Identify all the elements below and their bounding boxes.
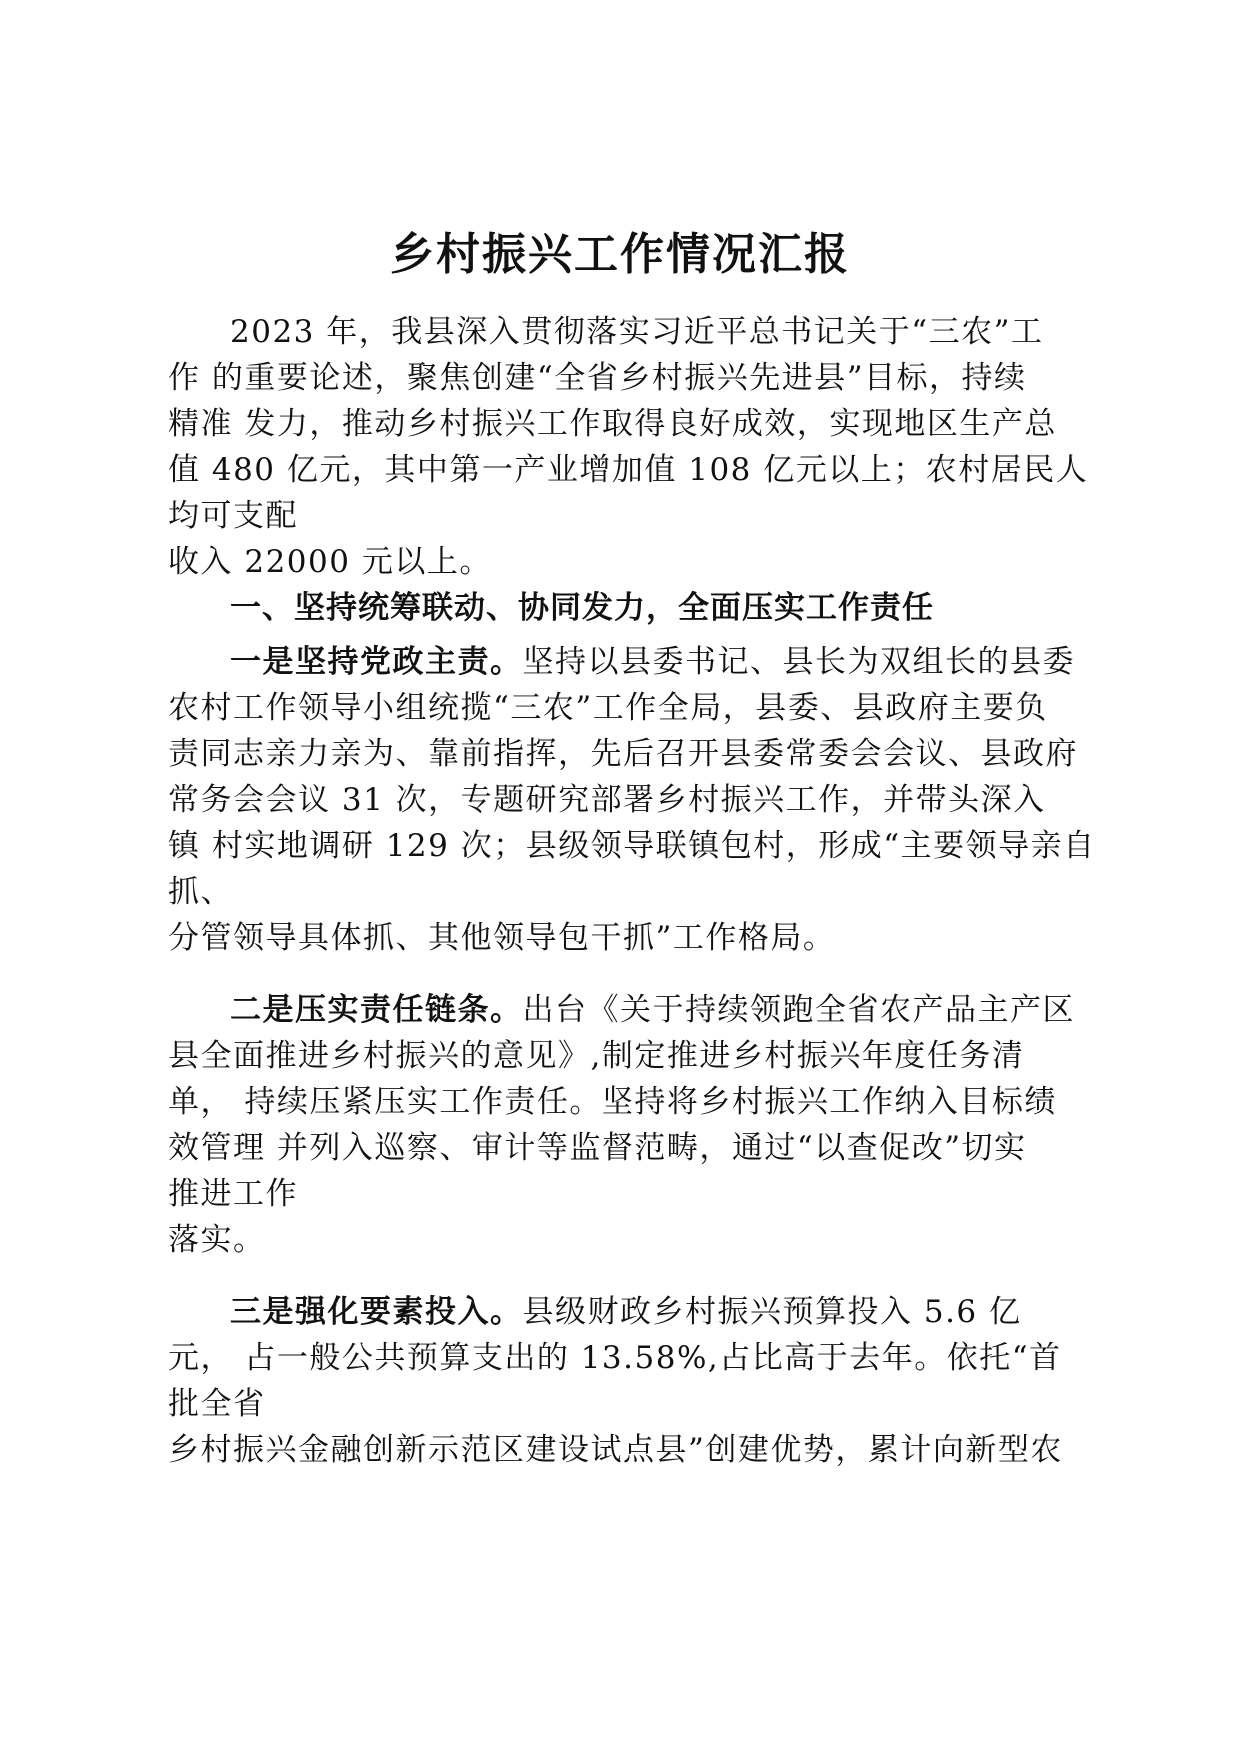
paragraph-line [230, 1292, 1022, 1332]
paragraph-line: 推进工作 [168, 1176, 298, 1212]
section-heading: 一、坚持统筹联动、协同发力，全面压实工作责任 [230, 590, 934, 626]
paragraph-text: 坚持以县委书记、县长为双组长的县委 [522, 644, 1075, 680]
paragraph-line: 农村工作领导小组统揽“三农”工作全局，县委、县政府主要负 [168, 690, 1048, 726]
paragraph-line: 镇 村实地调研 129 次；县级领导联镇包村，形成“主要领导亲自 [168, 828, 1096, 864]
paragraph-line: 乡村振兴金融创新示范区建设试点县”创建优势，累计向新型农 [168, 1432, 1063, 1468]
paragraph-lead: 三是强化要素投入。 [230, 1294, 523, 1330]
paragraph-line: 抓、 [168, 874, 233, 910]
paragraph-line: 县全面推进乡村振兴的意见》,制定推进乡村振兴年度任务清 [168, 1038, 1025, 1074]
intro-line: 精准 发力，推动乡村振兴工作取得良好成效，实现地区生产总 [168, 406, 1057, 442]
intro-line: 作 的重要论述，聚焦创建“全省乡村振兴先进县”目标，持续 [168, 360, 1027, 396]
paragraph-line [230, 990, 1075, 1030]
intro-line: 2023 年，我县深入贯彻落实习近平总书记关于“三农”工 [230, 314, 1044, 350]
paragraph-line: 常务会会议 31 次，专题研究部署乡村振兴工作，并带头深入 [168, 782, 1046, 818]
paragraph-line: 元， 占一般公共预算支出的 13.58%,占比高于去年。依托“首 [168, 1340, 1062, 1376]
paragraph-line: 责同志亲力亲为、靠前指挥，先后召开县委常委会会议、县政府 [168, 736, 1078, 772]
paragraph-lead: 一是坚持党政主责。 [230, 644, 523, 680]
intro-line: 收入 22000 元以上。 [168, 544, 492, 580]
paragraph-text: 县级财政乡村振兴预算投入 5.6 亿 [522, 1294, 1022, 1330]
paragraph-line: 分管领导具体抓、其他领导包干抓”工作格局。 [168, 920, 836, 956]
paragraph-line: 效管理 并列入巡察、审计等监督范畴，通过“以查促改”切实 [168, 1130, 1027, 1166]
intro-line: 值 480 亿元，其中第一产业增加值 108 亿元以上；农村居民人 [168, 452, 1089, 488]
document-title: 乡村振兴工作情况汇报 [390, 229, 850, 280]
paragraph-line: 单， 持续压紧压实工作责任。坚持将乡村振兴工作纳入目标绩 [168, 1084, 1057, 1120]
paragraph-lead: 二是压实责任链条。 [230, 992, 523, 1028]
intro-line: 均可支配 [168, 498, 298, 534]
paragraph-line: 批全省 [168, 1386, 266, 1422]
paragraph-text: 出台《关于持续领跑全省农产品主产区 [522, 992, 1075, 1028]
paragraph-line [230, 642, 1075, 682]
paragraph-line: 落实。 [168, 1222, 266, 1258]
